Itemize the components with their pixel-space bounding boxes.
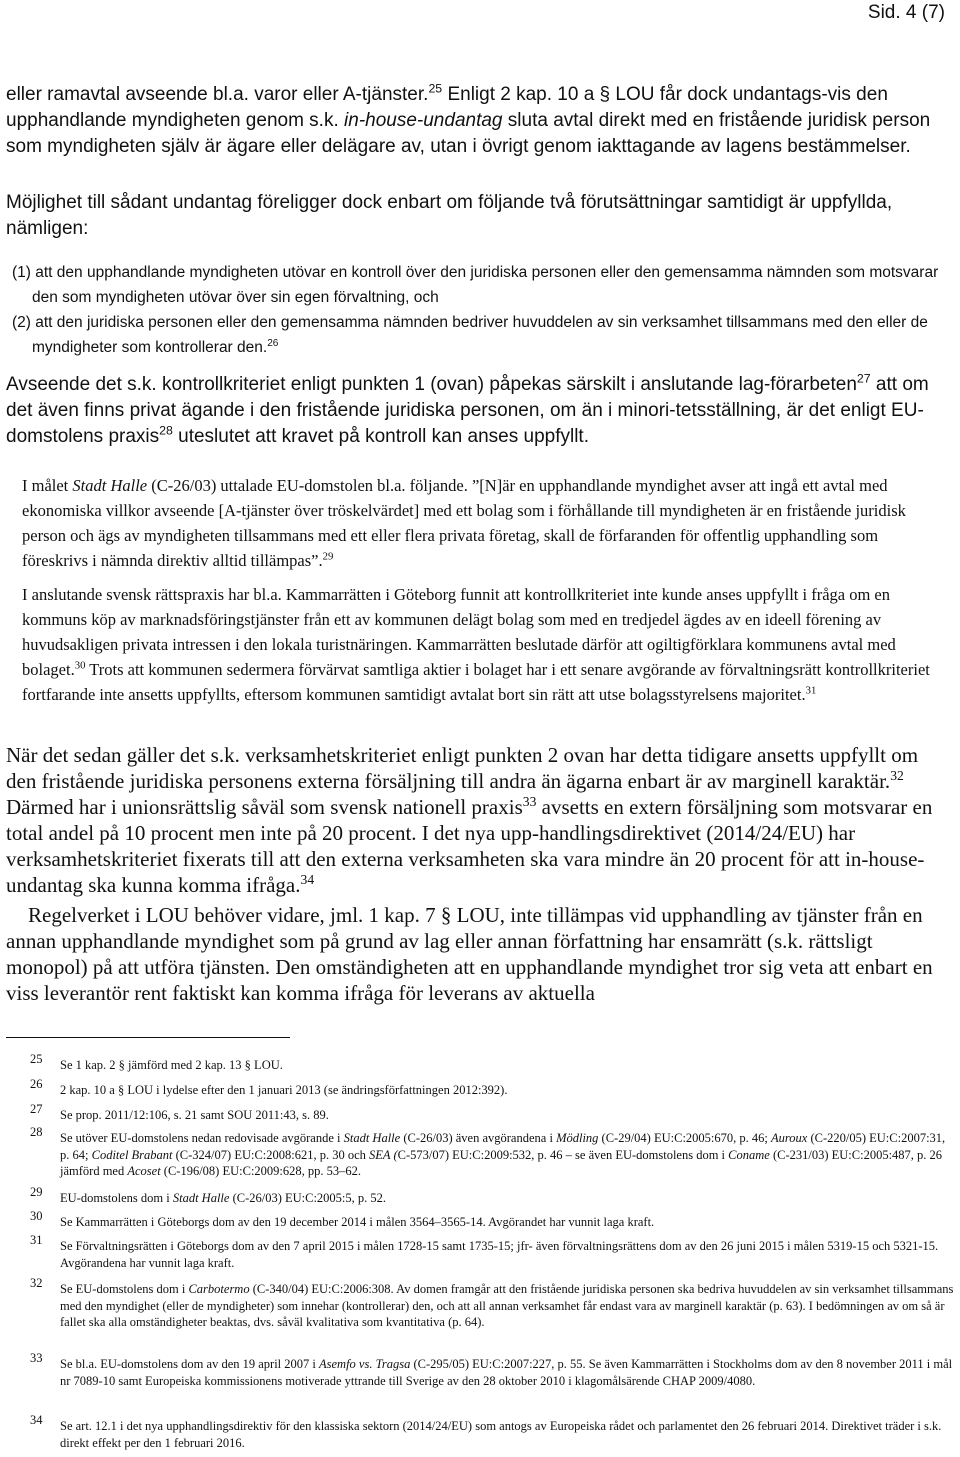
footnote-31: 31 Se Förvaltningsrätten i Göteborgs dom av den 7 april 2015 i målen 1728-15 samt 1735-15; jfr- även förvaltningsrättens dom av den 26 juni 2015 i målen 5319-15 och 5321-15. Avgörandena har vunnit laga kraft.: [30, 1233, 939, 1270]
footnote-28: 28 Se utöver EU-domstolens nedan redovisade avgörande i Stadt Halle (C-26/03) även avgörandena i Mödling (C-29/04) EU:C:2005:670, p. 46; Auroux (C-220/05) EU:C:2007:31, p. 64; Coditel Brabant (C-324/07) EU:C:2008:621, p. 30 och SEA (C-573/07) EU:C:2009:532, p. 46 – se även EU-domstolens dom i Coname (C-231/03) EU:C:2005:487, p. 26 jämförd med Acoset (C-196/08) EU:C:2009:628, pp. 53–62.: [30, 1125, 946, 1178]
footnote-32: 32 Se EU-domstolens dom i Carbotermo (C-340/04) EU:C:2006:308. Av domen framgår att den fristående juridiska personen ska bedriva huvuddelen av sin verksamhet tillsammans med den myndighet (eller de myndigheter) som innehar (kontrollerar) den, och att all annan verksamhet får endast vara av marginell karaktär (p. 63). I bedömningen av om så är fallet ska alla omständigheter beaktas, dvs. såväl kvalitativa som kvantitativa (p. 64).: [30, 1276, 954, 1329]
footnote-ref-34[interactable]: 34: [300, 872, 315, 887]
footnote-34: 34 Se art. 12.1 i det nya upphandlingsdirektiv för den klassiska sektorn (2014/24/EU) som antogs av Europeiska rådet och parlamentet den 26 februari 2014. Direktivet träder i s.k. direkt effekt per den 1 februari 2016.: [30, 1413, 942, 1450]
footnote-29: 29 EU-domstolens dom i Stadt Halle (C-26/03) EU:C:2005:5, p. 52.: [30, 1185, 387, 1205]
footnote-25: 25 Se 1 kap. 2 § jämförd med 2 kap. 13 § LOU.: [30, 1052, 283, 1072]
activity-criterion-paragraph: När det sedan gäller det s.k. verksamhetskriteriet enligt punkten 2 ovan har detta tidigare ansetts uppfyllt om den fristående juridiska personens externa försäljning till andra än ägarna enbart är av marginell karaktär.$^{32}$ Därmed har i unionsrättslig såväl som svensk nationell praxis$^{33}$ avsetts en extern försäljning som motsvarar en total andel på 10 procent men inte på 20 procent. I det nya upp-handlingsdirektivet (2014/24/EU) har verksamhetskriteriet fixerats till att den externa verksamheten ska vara mindre än 20 procent för att in-house-undantag ska kunna komma ifråga.$^{34}$: [6, 743, 933, 897]
condition-2: (2) att den juridiska personen eller den gemensamma nämnden bedriver huvuddelen av sin verksamhet tillsammans med den eller de myndigheter som kontrollerar den.$^{26}$: [12, 314, 928, 356]
intro-paragraph: eller ramavtal avseende bl.a. varor eller A-tjänster.$^{25}$ Enligt 2 kap. 10 a § LOU får dock undantags-vis den upphandlande myndigheten genom s.k. in-house-undantag sluta avtal direkt med en fristående juridisk person som myndigheten själv är ägare eller delägare av, utan i övrigt genom iakttagande av lagens bestämmelser.: [6, 81, 931, 157]
conditions-list: [6, 260, 951, 360]
conditions-intro: Möjlighet till sådant undantag föreligger dock enbart om följande två förutsättningar samtidigt är uppfyllda, nämligen:: [6, 192, 893, 239]
footnote-ref-27[interactable]: 27: [856, 371, 871, 386]
footnote-ref-25[interactable]: 25: [428, 81, 443, 96]
footnote-ref-32[interactable]: 32: [890, 768, 904, 783]
swedish-case-law-paragraph: I anslutande svensk rättspraxis har bl.a. Kammarrätten i Göteborg funnit att kontrollkriteriet inte kunde anses uppfyllt i fråga om en kommuns köp av marknadsföringstjänster från ett av kommunen delägt bolag som med en tredjedel ägdes av en ideell förening av huvudsakligen privata intressen i den lokala turistnäringen. Kammarrätten beslutade därför att ogiltigförklara kommunens avtal med bolaget.$^{30}$ Trots att kommunen sedermera förvärvat samtliga aktier i bolaget har i ett senare avgörande av förvaltningsrätt kontrollkriteriet fortfarande inte ansetts uppfyllts, eftersom kommunen samtidigt avtalat bort sin rätt att utse bolagsstyrelsens majoritet.$^{31}$: [22, 585, 930, 704]
footnote-ref-29[interactable]: 29: [322, 550, 334, 563]
footnote-ref-28[interactable]: 28: [159, 423, 173, 438]
condition-1: (1) att den upphandlande myndigheten utövar en kontroll över den juridiska personen eller den gemensamma nämnden som motsvarar den som myndigheten utövar över sin egen förvaltning, och: [12, 264, 939, 306]
footnote-33: 33 Se bl.a. EU-domstolens dom av den 19 april 2007 i Asemfo vs. Tragsa (C-295/05) EU:C:2007:227, p. 55. Se även Kammarrätten i Stockholms dom av den 8 november 2011 i mål nr 7089-10 samt Europeiska kommissionens motiverade yttrande till Sverige av den 28 oktober 2010 i klagomålsärende CHAP 2009/4080.: [30, 1351, 953, 1388]
footnote-ref-26[interactable]: 26: [267, 337, 279, 349]
page-number: Sid. 4 (7): [867, 2, 945, 23]
footnote-divider: [6, 1037, 290, 1038]
stadt-halle-quote: I målet Stadt Halle (C-26/03) uttalade EU-domstolen bl.a. följande. ”[N]är en upphandlande myndighet avser att ingå ett avtal med ekonomiska villkor avseende [A-tjänster över tröskelvärdet] med ett bolag som i förhållande till myndigheten är en fristående juridisk person och ägs av myndigheten tillsammans med ett eller flera privata företag, skall de förfaranden för offentlig upphandling som föreskrivs i nämnda direktiv alltid tillämpas”.$^{29}$: [22, 476, 906, 570]
footnote-30: 30 Se Kammarrätten i Göteborgs dom av den 19 december 2014 i målen 3564–3565-14. Avgörandet har vunnit laga kraft.: [30, 1209, 655, 1229]
footnote-ref-30[interactable]: 30: [74, 659, 86, 672]
footnote-ref-33[interactable]: 33: [522, 794, 537, 809]
lou-exemption-paragraph: Regelverket i LOU behöver vidare, jml. 1 kap. 7 § LOU, inte tillämpas vid upphandling av tjänster från en annan upphandlande myndighet som på grund av lag eller annan författning har ensamrätt (s.k. rättsligt monopol) på att utföra tjänsten. Den omständigheten att en upphandlande myndighet tror sig veta att enbart en viss leverantör rent faktiskt kan komma ifråga för leverans av aktuella: [6, 903, 933, 1005]
control-criterion-paragraph: Avseende det s.k. kontrollkriteriet enligt punkten 1 (ovan) påpekas särskilt i anslutande lag-förarbeten$^{27}$ att om det även finns privat ägande i den fristående juridiska personen, om än i minori-tetsställning, är det enligt EU-domstolens praxis$^{28}$ uteslutet att kravet på kontroll kan anses uppfyllt.: [6, 371, 929, 447]
footnote-26: 26 2 kap. 10 a § LOU i lydelse efter den 1 januari 2013 (se ändringsförfattningen 2012:392).: [30, 1077, 508, 1097]
footnote-ref-31[interactable]: 31: [805, 684, 817, 697]
footnote-27: 27 Se prop. 2011/12:106, s. 21 samt SOU 2011:43, s. 89.: [30, 1102, 329, 1122]
